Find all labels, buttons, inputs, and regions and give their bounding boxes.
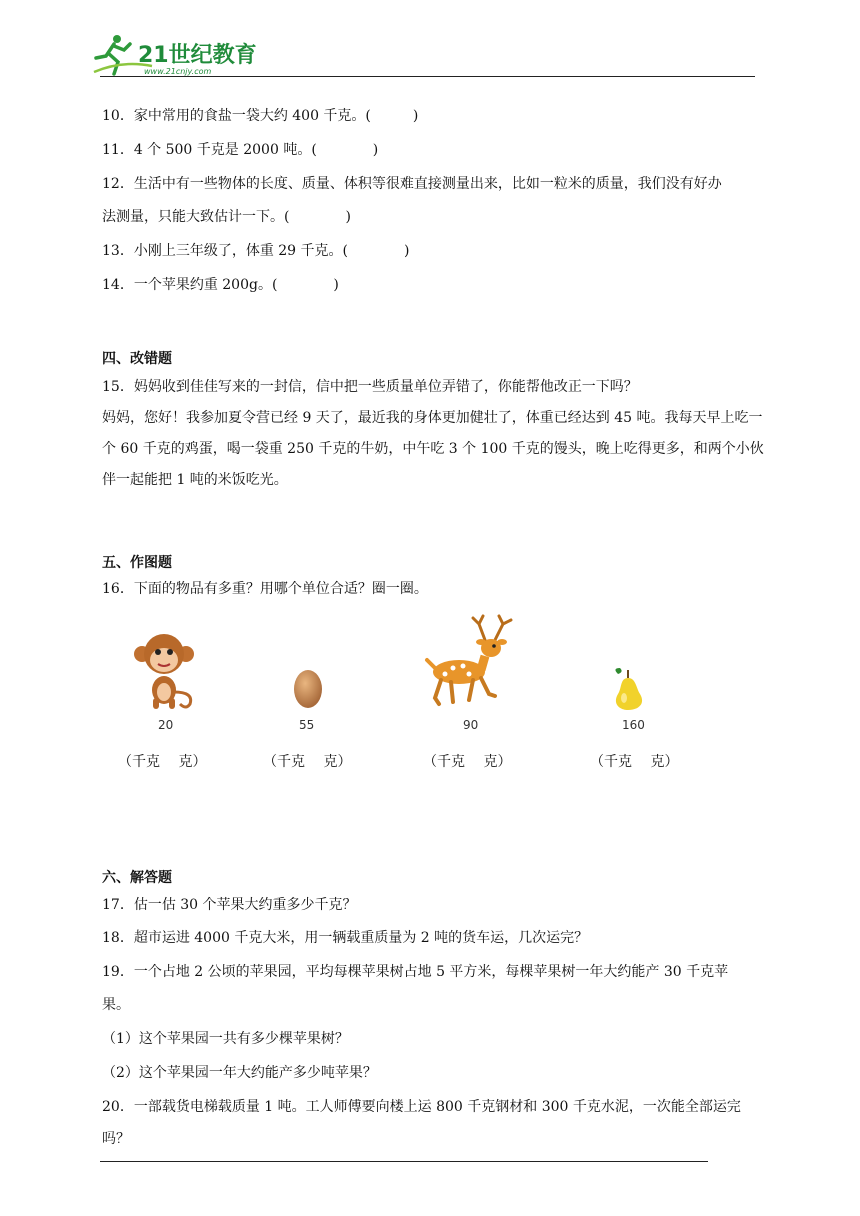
unit-choice: （千克 克） bbox=[423, 754, 512, 770]
question-12-line2: 法测量，只能大致估计一下。( ) bbox=[102, 209, 351, 225]
question-15-letter: 妈妈，您好！我参加夏令营已经 9 天了，最近我的身体更加健壮了，体重已经达到 45 吨。我每天早上吃一个 60 千克的鸡蛋，喝一袋重 250 千克的牛奶，中午吃 3 个 100 千克的馒头，晚上吃得更多，和两个小伙伴一起能把 1 吨的米饭吃光。 bbox=[102, 410, 764, 488]
section-6-title: 六、解答题 bbox=[102, 870, 172, 886]
monkey-icon bbox=[128, 630, 200, 710]
question-16-prompt: 16．下面的物品有多重？用哪个单位合适？圈一圈。 bbox=[102, 581, 428, 597]
footer-rule bbox=[100, 1161, 708, 1162]
question-14: 14．一个苹果约重 200g。( ) bbox=[102, 277, 339, 293]
item-value: 20 bbox=[158, 718, 174, 732]
question-19-part2: （2）这个苹果园一年大约能产多少吨苹果？ bbox=[102, 1065, 377, 1081]
deer-icon bbox=[423, 614, 523, 708]
unit-choice: （千克 克） bbox=[263, 754, 352, 770]
question-15-prompt: 15．妈妈收到佳佳写来的一封信，信中把一些质量单位弄错了，你能帮他改正一下吗？ bbox=[102, 379, 638, 395]
item-value: 90 bbox=[463, 718, 479, 732]
question-19-line1: 19．一个占地 2 公顷的苹果园，平均每棵苹果树占地 5 平方米，每棵苹果树一年大约能产 30 千克苹 bbox=[102, 964, 729, 980]
item-value: 55 bbox=[299, 718, 315, 732]
item-egg bbox=[255, 630, 365, 775]
item-monkey bbox=[110, 630, 220, 775]
item-pear bbox=[580, 630, 690, 775]
unit-choice: （千克 克） bbox=[590, 754, 679, 770]
question-12-line1: 12．生活中有一些物体的长度、质量、体积等很难直接测量出来，比如一粒米的质量，我们没有好办 bbox=[102, 176, 722, 192]
section-4-title: 四、改错题 bbox=[102, 351, 172, 367]
question-18: 18．超市运进 4000 千克大米，用一辆载重质量为 2 吨的货车运，几次运完？ bbox=[102, 930, 589, 946]
section-5-title: 五、作图题 bbox=[102, 555, 172, 571]
question-17: 17．估一估 30 个苹果大约重多少千克？ bbox=[102, 897, 357, 913]
question-11: 11．4 个 500 千克是 2000 吨。( ) bbox=[102, 142, 379, 158]
logo-url: www.21cnjy.com bbox=[144, 67, 212, 76]
question-10: 10．家中常用的食盐一袋大约 400 千克。( ) bbox=[102, 108, 419, 124]
question-20-line1: 20．一部载货电梯载质量 1 吨。工人师傅要向楼上运 800 千克钢材和 300 千克水泥，一次能全部运完 bbox=[102, 1099, 741, 1115]
unit-choice: （千克 克） bbox=[118, 754, 207, 770]
pear-icon bbox=[608, 666, 652, 712]
logo-text: 21世纪教育 bbox=[138, 43, 257, 68]
item-value: 160 bbox=[622, 718, 645, 732]
logo bbox=[92, 32, 262, 78]
question-19-line2: 果。 bbox=[102, 997, 130, 1013]
item-deer bbox=[415, 614, 525, 775]
question-20-line2: 吗？ bbox=[102, 1131, 130, 1147]
question-19-part1: （1）这个苹果园一共有多少棵苹果树？ bbox=[102, 1031, 349, 1047]
header-rule bbox=[100, 76, 755, 77]
question-13: 13．小刚上三年级了，体重 29 千克。( ) bbox=[102, 243, 410, 259]
egg-icon bbox=[291, 666, 325, 710]
page-header bbox=[0, 0, 860, 80]
